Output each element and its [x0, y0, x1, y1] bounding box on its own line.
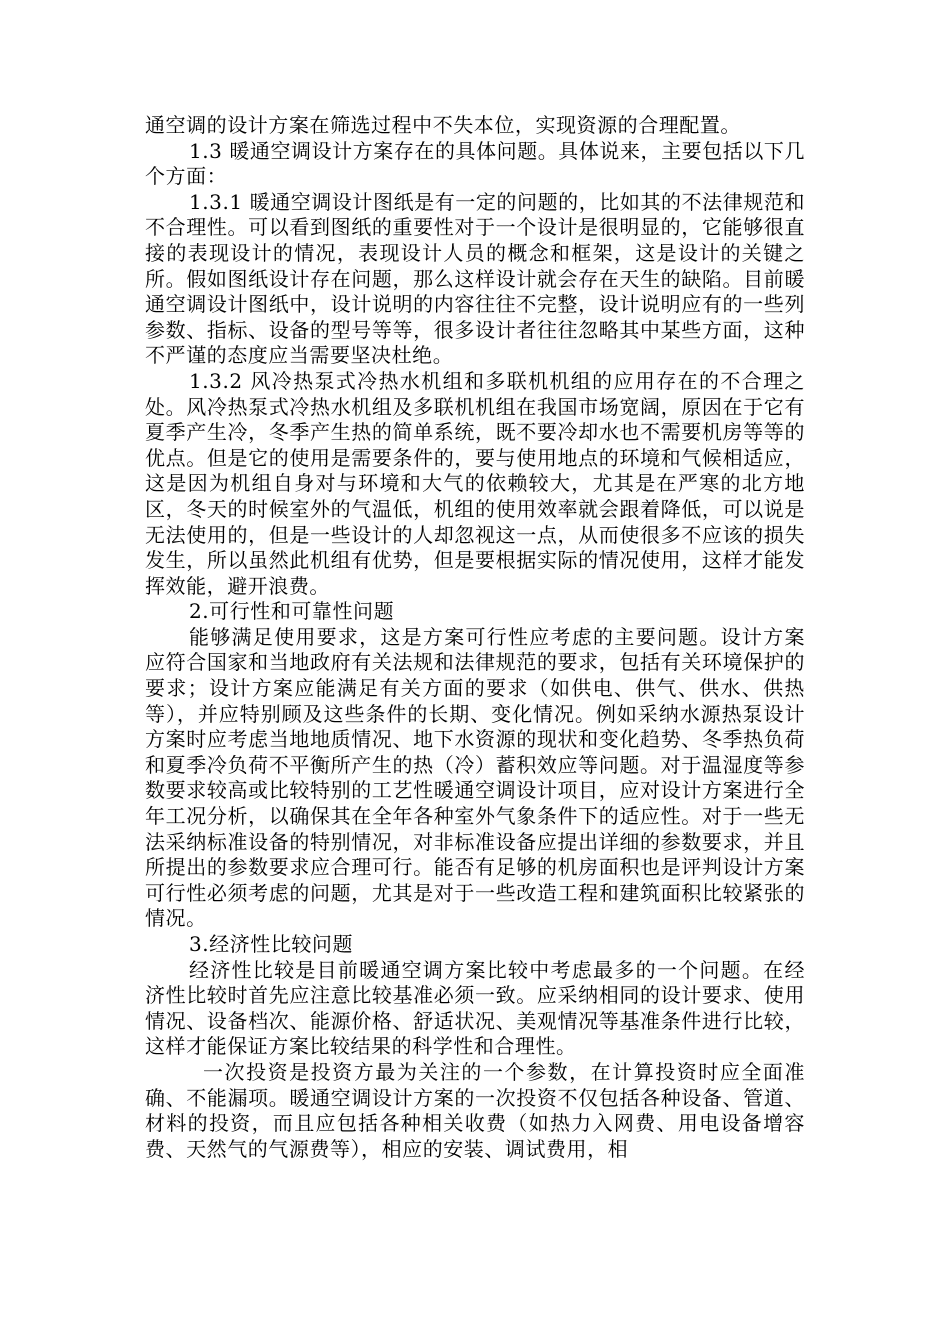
paragraph-economy: 经济性比较是目前暖通空调方案比较中考虑最多的一个问题。在经济性比较时首先应注意比较基准必须一致。应采纳相同的设计要求、使用情况、设备档次、能源价格、舒适状况、美观情况等基准条件进行比较，这样才能保证方案比较结果的科学性和合理性。: [145, 957, 805, 1059]
paragraph-section-1-3: 1.3 暖通空调设计方案存在的具体问题。具体说来，主要包括以下几个方面：: [145, 138, 805, 189]
paragraph-continuation: 通空调的设计方案在筛选过程中不失本位，实现资源的合理配置。: [145, 113, 741, 137]
paragraph-section-1-3-1: 1.3.1 暖通空调设计图纸是有一定的问题的，比如其的不法律规范和不合理性。可以看到图纸的重要性对于一个设计是很明显的，它能够很直接的表现设计的情况，表现设计人员的概念和框架，这是设计的关键之所。假如图纸设计存在问题，那么这样设计就会存在天生的缺陷。目前暖通空调设计图纸中，设计说明的内容往往不完整，设计说明应有的一些列参数、指标、设备的型号等等，很多设计者往往忽略其中某些方面，这种不严谨的态度应当需要坚决杜绝。: [145, 189, 805, 368]
paragraph-feasibility: 能够满足使用要求，这是方案可行性应考虑的主要问题。设计方案应符合国家和当地政府有关法规和法律规范的要求，包括有关环境保护的要求；设计方案应能满足有关方面的要求（如供电、供气、供水、供热等），并应特别顾及这些条件的长期、变化情况。例如采纳水源热泵设计方案时应考虑当地地质情况、地下水资源的现状和变化趋势、冬季热负荷和夏季冷负荷不平衡所产生的热（冷）蓄积效应等问题。对于温湿度等参数要求较高或比较特别的工艺性暖通空调设计项目，应对设计方案进行全年工况分析，以确保其在全年各种室外气象条件下的适应性。对于一些无法采纳标准设备的特别情况，对非标准设备应提出详细的参数要求，并且所提出的参数要求应合理可行。能否有足够的机房面积也是评判设计方案可行性必须考虑的问题，尤其是对于一些改造工程和建筑面积比较紧张的情况。: [145, 624, 805, 931]
heading-economy: 3.经济性比较问题: [189, 932, 354, 956]
heading-feasibility: 2.可行性和可靠性问题: [189, 599, 395, 624]
paragraph-investment: 一次投资是投资方最为关注的一个参数，在计算投资时应全面准确、不能漏项。暖通空调设计方案的一次投资不仅包括各种设备、管道、材料的投资，而且应包括各种相关收费（如热力入网费、用电设备增容费、天然气的气源费等），相应的安装、调试费用，相: [145, 1059, 805, 1161]
document-page: [145, 113, 805, 1162]
paragraph-section-1-3-2: 1.3.2 风冷热泵式冷热水机组和多联机机组的应用存在的不合理之处。风冷热泵式冷热水机组及多联机机组在我国市场宽阔，原因在于它有夏季产生冷，冬季产生热的简单系统，既不要冷却水也不需要机房等等的优点。但是它的使用是需要条件的，要与使用地点的环境和气候相适应，这是因为机组自身对与环境和大气的依赖较大，尤其是在严寒的北方地区，冬天的时候室外的气温低，机组的使用效率就会跟着降低，可以说是无法使用的，但是一些设计的人却忽视这一点，从而使很多不应该的损失发生，所以虽然此机组有优势，但是要根据实际的情况使用，这样才能发挥效能，避开浪费。: [145, 368, 805, 598]
